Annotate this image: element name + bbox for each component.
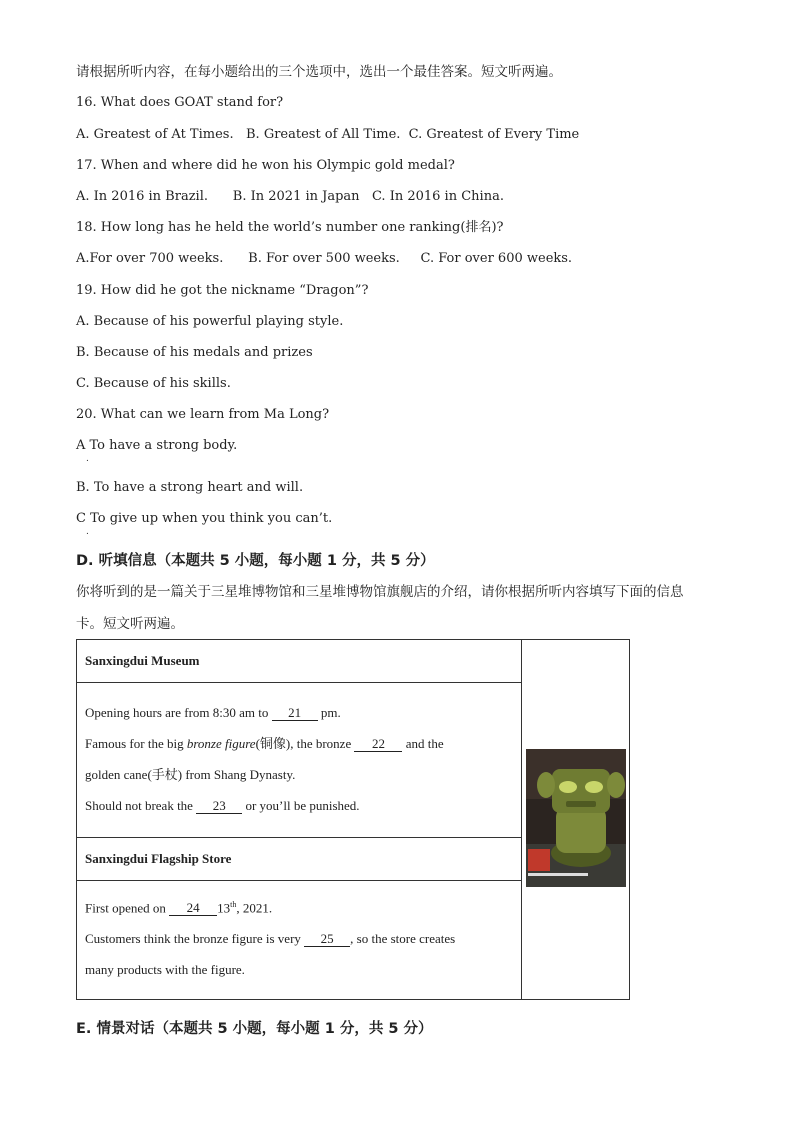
museum-title: Sanxingdui Museum	[77, 640, 522, 683]
blank-22: 22	[354, 736, 402, 752]
museum-line-4: Should not break the 23 or you’ll be punished.	[85, 798, 360, 813]
q17-option-b: B. In 2021 in Japan	[232, 189, 360, 204]
q18-option-a: A.For over 700 weeks.	[76, 251, 224, 266]
q20-option-b: B. To have a strong heart and will.	[76, 480, 304, 495]
q17-option-c: C. In 2016 in China.	[371, 189, 504, 204]
blank-23: 23	[196, 798, 242, 814]
museum-line-1: Opening hours are from 8:30 am to 21 pm.	[85, 705, 341, 720]
section-d-instruction-1: 你将听到的是一篇关于三星堆博物馆和三星堆博物馆旗舰店的介绍，请你根据所听内容填写下面的信息	[76, 584, 684, 600]
museum-line-2: Famous for the big bronze figure(铜像), the bronze 22 and the	[85, 736, 444, 751]
q20-option-a: A To have a strong body.	[76, 438, 238, 453]
blank-25: 25	[304, 931, 350, 947]
store-title: Sanxingdui Flagship Store	[77, 838, 522, 881]
image-cell	[522, 640, 630, 1000]
store-details	[77, 881, 522, 1000]
question-17: 17. When and where did he won his Olympic gold medal?	[76, 158, 455, 173]
q19-option-a: A. Because of his powerful playing style.	[76, 314, 344, 329]
bronze-figure-photo	[526, 749, 626, 887]
info-card-table	[76, 639, 630, 1000]
store-line-3: many products with the figure.	[85, 962, 245, 978]
seal-stamp	[528, 849, 550, 871]
q19-option-c: C. Because of his skills.	[76, 376, 231, 391]
q16-option-b: B. Greatest of All Time.	[246, 127, 401, 142]
q20-option-c: C To give up when you think you can’t.	[76, 511, 333, 526]
question-16-options	[76, 127, 579, 143]
q16-option-a: A. Greatest of At Times.	[76, 127, 234, 142]
question-17-options	[76, 189, 504, 205]
section-d-instruction-2: 卡。短文听两遍。	[76, 616, 184, 632]
section-c-instruction: 请根据所听内容，在每小题给出的三个选项中，选出一个最佳答案。短文听两遍。	[76, 64, 562, 80]
blank-24: 24	[169, 900, 217, 916]
q19-option-b: B. Because of his medals and prizes	[76, 345, 313, 360]
question-20: 20. What can we learn from Ma Long?	[76, 407, 330, 422]
store-line-2: Customers think the bronze figure is very 25 , so the store creates	[85, 931, 456, 947]
store-line-1: First opened on 24 13th, 2021.	[85, 900, 273, 916]
question-18-options	[76, 251, 572, 267]
q17-option-a: A. In 2016 in Brazil.	[76, 189, 208, 204]
blank-21: 21	[272, 705, 318, 721]
q18-option-c: C. For over 600 weeks.	[420, 251, 573, 266]
museum-line-3: golden cane(手杖) from Shang Dynasty.	[85, 767, 296, 782]
museum-details	[77, 683, 522, 838]
question-19: 19. How did he got the nickname “Dragon”?	[76, 283, 369, 298]
q16-option-c: C. Greatest of Every Time	[408, 127, 580, 142]
option-dot-mark: .	[86, 454, 89, 464]
section-e-heading: E. 情景对话（本题共 5 小题，每小题 1 分，共 5 分）	[76, 1021, 433, 1037]
question-16: 16. What does GOAT stand for?	[76, 95, 284, 110]
section-d-heading: D. 听填信息（本题共 5 小题，每小题 1 分，共 5 分）	[76, 553, 435, 569]
question-18: 18. How long has he held the world’s number one ranking(排名)?	[76, 220, 504, 235]
option-dot-mark: .	[86, 527, 89, 537]
q18-option-b: B. For over 500 weeks.	[248, 251, 400, 266]
